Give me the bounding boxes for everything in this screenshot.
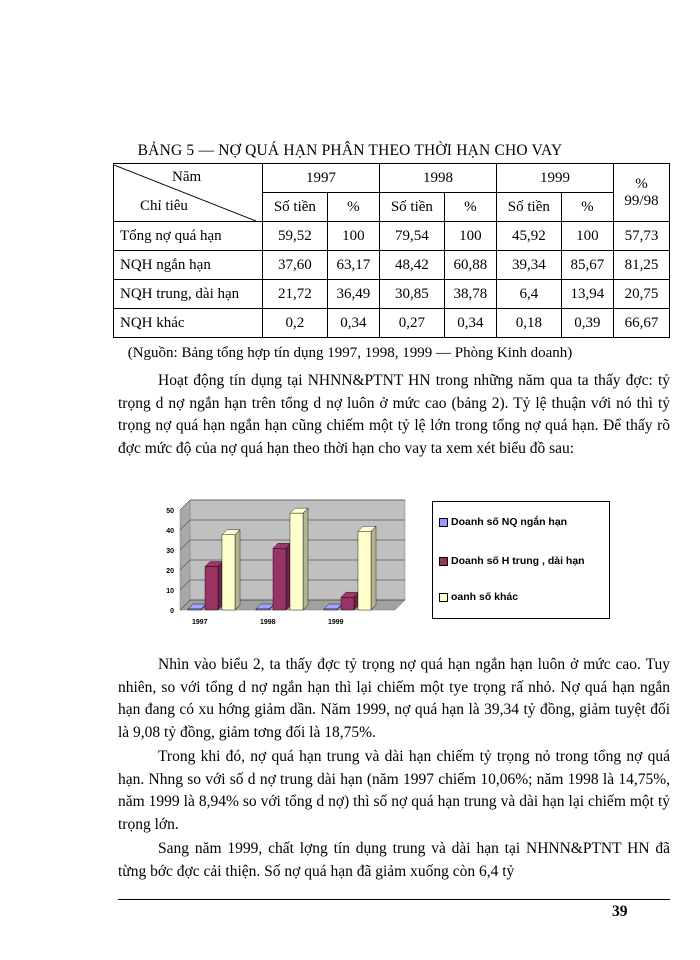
bar-side [235,530,240,610]
amount-header: Số tiền [263,193,328,222]
bar-side [303,508,308,610]
table-cell: 21,72 [263,280,328,309]
ratio-header [614,164,670,222]
paragraph-2 [118,654,670,744]
paragraph-2-text: Nhìn vào biểu 2, ta thấy đợc tỷ trọng nợ quá hạn ngắn hạn luôn ở mức cao. Tuy nhiên, so với tổng d nợ ngắn hạn thì lại chiếm một tye trọng rấ nhỏ. Nợ quá hạn ngắn hạn đang có xu hớng giảm dần. Năm 1999, nợ quá hạn là 39,34 tỷ đồng, giảm tuyệt đối là 9,08 tỷ đồng, giảm tơng đối là 18,75%. [118,656,670,741]
legend-swatch [439,518,448,527]
bar-front [290,513,303,610]
y-tick-label: 30 [166,548,174,555]
x-tick-label: 1999 [328,619,344,626]
table-cell: 39,34 [496,251,561,280]
ratio-header-bottom: 99/98 [624,192,659,209]
percent-header: % [327,193,379,222]
bar-front [222,535,235,610]
table-cell: 66,67 [614,309,670,338]
year-header-1999: 1999 [496,164,613,193]
legend-swatch [439,593,448,602]
paragraph-3-text: Trong khi đó, nợ quá hạn trung và dài hạn chiếm tỷ trọng nỏ trong tổng nợ quá hạn. Nhng so với số d nợ trung dài hạn (năm 1997 chiếm 10,06%; năm 1998 là 14,75%, năm 1999 là 8,94% so với tổng d nợ) thì số nợ quá hạn trung và dài hạn lại chiếm một tỷ trọng lớn. [118,748,670,833]
table-row [114,251,670,280]
data-table [113,163,670,338]
table-cell: 59,52 [263,222,328,251]
table-cell: 60,88 [444,251,496,280]
ratio-header-top: % [635,175,648,192]
legend-item [439,554,614,568]
table-cell: 81,25 [614,251,670,280]
legend-item [439,516,567,528]
bar-front [273,548,286,610]
table-cell: 30,85 [379,280,444,309]
year-header-1998: 1998 [379,164,496,193]
row-label: Tổng nợ quá hạn [114,222,263,251]
percent-header: % [444,193,496,222]
y-tick-label: 40 [166,528,174,535]
row-label: NQH khác [114,309,263,338]
bar-front [324,609,337,610]
table-cell: 13,94 [561,280,613,309]
bar-1997-1 [205,562,223,610]
chart-x-ticks [192,619,344,626]
header-item-label: Chỉ tiêu [140,197,188,214]
table-cell: 36,49 [327,280,379,309]
chart-legend [432,501,610,619]
x-tick-label: 1998 [260,619,276,626]
table-cell: 0,34 [444,309,496,338]
amount-header: Số tiền [379,193,444,222]
amount-header: Số tiền [496,193,561,222]
bar-front [358,531,371,610]
bar-front [341,597,354,610]
y-tick-label: 50 [166,508,174,515]
paragraph-3 [118,746,670,836]
table-cell: 37,60 [263,251,328,280]
y-tick-label: 10 [166,588,174,595]
table-cell: 0,18 [496,309,561,338]
paragraph-4 [118,838,670,883]
bar-front [205,567,218,610]
row-label: NQH trung, dài hạn [114,280,263,309]
bar-1999-1 [341,592,359,610]
table-cell: 0,39 [561,309,613,338]
row-label: NQH ngắn hạn [114,251,263,280]
table-cell: 38,78 [444,280,496,309]
table-cell: 63,17 [327,251,379,280]
table-cell: 100 [561,222,613,251]
legend-label: oanh số khác [451,591,519,603]
table-row [114,309,670,338]
table-cell: 48,42 [379,251,444,280]
table-cell: 20,75 [614,280,670,309]
page-number: 39 [612,903,628,920]
table-cell: 79,54 [379,222,444,251]
table-row [114,222,670,251]
paragraph-1-text: Hoạt động tín dụng tại NHNN&PTNT HN trong những năm qua ta thấy đợc: tỷ trọng d nợ ngắn hạn trên tổng d nợ luôn ở mức cao (bảng 2). Tỷ lệ thuận với nó thì tỷ trọng nợ quá hạn ngắn hạn cũng chiếm một tỷ lệ lớn trong tổng nợ quá hạn. Để thấy rõ đợc mức độ của nợ quá hạn theo thời hạn cho vay ta xem xét biểu đồ sau: [118,372,670,457]
header-year-label: Năm [172,168,202,185]
table-cell: 6,4 [496,280,561,309]
chart-side-wall [180,500,190,610]
bar-front [188,609,201,610]
bar-front [256,609,269,610]
table-cell: 0,27 [379,309,444,338]
table-cell: 57,73 [614,222,670,251]
legend-swatch [439,557,448,566]
table-title: BẢNG 5 — NỢ QUÁ HẠN PHÂN THEO THỜI HẠN CHO VAY [137,142,563,159]
chart-y-ticks [166,508,174,615]
paragraph-1 [118,370,670,460]
legend-label: Doanh số NQ ngắn hạn [451,516,568,528]
table-row [114,280,670,309]
source-note: (Nguồn: Bảng tổng hợp tín dụng 1997, 1998, 1999 — Phòng Kinh doanh) [127,345,573,361]
table-cell: 100 [444,222,496,251]
y-tick-label: 0 [170,608,174,615]
table-cell: 100 [327,222,379,251]
bar-1998-2 [290,508,308,610]
percent-header: % [561,193,613,222]
header-corner-cell [114,164,263,222]
bar-1999-2 [358,526,376,610]
legend-item [439,591,518,603]
x-tick-label: 1997 [192,619,208,626]
bar-side [371,526,376,610]
footer-rule [118,899,670,900]
table-cell: 85,67 [561,251,613,280]
y-tick-label: 20 [166,568,174,575]
table-cell: 45,92 [496,222,561,251]
paragraph-4-text: Sang năm 1999, chất lợng tín dụng trung và dài hạn tại NHNN&PTNT HN đã từng bớc đợc cải thiện. Số nợ quá hạn đã giảm xuống còn 6,4 tỷ [118,840,670,880]
table-cell: 0,2 [263,309,328,338]
bar-1997-2 [222,530,240,610]
bar-chart [150,495,420,630]
table-cell: 0,34 [327,309,379,338]
year-header-1997: 1997 [263,164,380,193]
legend-label: Doanh số H trung , dài hạn [451,555,585,567]
bar-1998-1 [273,543,291,610]
